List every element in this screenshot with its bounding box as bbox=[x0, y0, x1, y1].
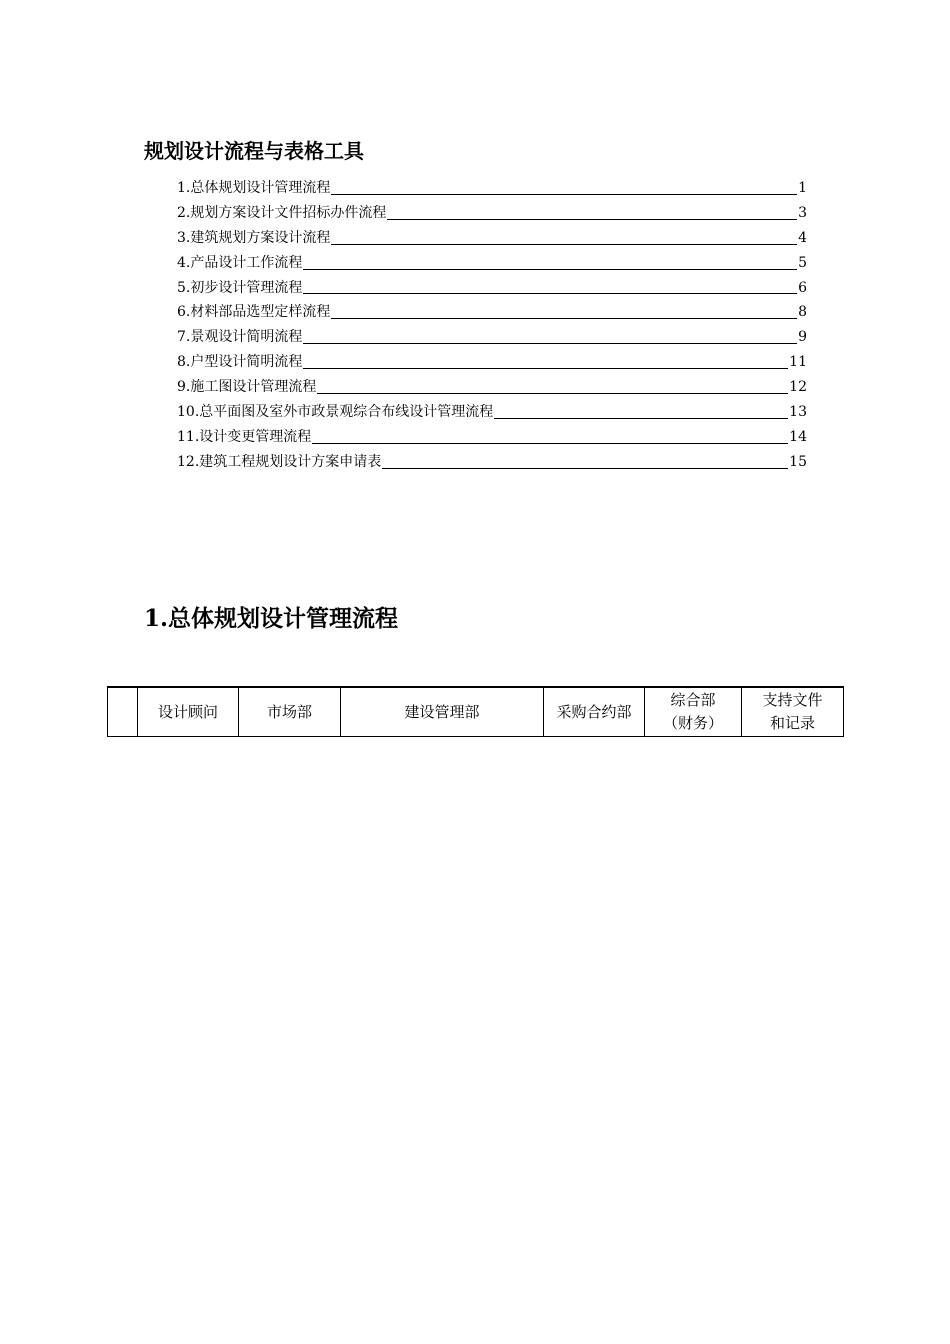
toc-item[interactable] bbox=[177, 300, 807, 325]
column-header-marketing bbox=[239, 687, 341, 737]
toc-leader-line bbox=[303, 293, 797, 294]
toc-leader-line bbox=[317, 393, 788, 394]
toc-item-text: 8.户型设计简明流程 bbox=[177, 354, 303, 371]
toc-item[interactable] bbox=[177, 226, 807, 251]
toc-item[interactable] bbox=[177, 400, 807, 425]
toc-leader-line bbox=[312, 443, 788, 444]
column-header-design-consultant bbox=[138, 687, 239, 737]
toc-item-page: 13 bbox=[789, 404, 807, 421]
column-header-supporting-docs bbox=[742, 687, 844, 737]
column-header-construction-management bbox=[341, 687, 544, 737]
toc-item[interactable] bbox=[177, 375, 807, 400]
table-header-row bbox=[108, 687, 844, 737]
toc-item-text: 6.材料部品选型定样流程 bbox=[177, 304, 331, 321]
toc-item-page: 1 bbox=[798, 180, 807, 196]
column-header-line1: 采购合约部 bbox=[556, 702, 632, 721]
column-header-procurement bbox=[544, 687, 645, 737]
toc-item[interactable] bbox=[177, 251, 807, 276]
flow-table bbox=[107, 686, 844, 737]
toc-item-text: 11.设计变更管理流程 bbox=[177, 428, 312, 445]
toc-item[interactable] bbox=[177, 425, 807, 450]
toc-item-text: 7.景观设计简明流程 bbox=[177, 329, 303, 346]
toc-leader-line bbox=[331, 194, 797, 195]
column-header-line1: 综合部 bbox=[670, 691, 716, 709]
toc-item[interactable] bbox=[177, 176, 807, 201]
toc-item-page: 4 bbox=[798, 229, 807, 246]
toc-item-text: 12.建筑工程规划设计方案申请表 bbox=[177, 453, 382, 470]
toc-item-text: 9.施工图设计管理流程 bbox=[177, 379, 317, 396]
section-title: 1.总体规划设计管理流程 bbox=[144, 605, 399, 632]
column-header-line2: 和记录 bbox=[769, 714, 815, 732]
column-header-line1: 市场部 bbox=[266, 702, 312, 721]
column-header-line2: （财务） bbox=[662, 714, 723, 732]
toc-item[interactable] bbox=[177, 325, 807, 350]
toc-item-page: 12 bbox=[789, 379, 807, 396]
toc-item-text: 2.规划方案设计文件招标办件流程 bbox=[177, 204, 387, 221]
toc-title: 规划设计流程与表格工具 bbox=[144, 139, 364, 163]
toc-leader-line bbox=[494, 418, 788, 419]
toc-item-text: 5.初步设计管理流程 bbox=[177, 279, 303, 296]
toc-item-text: 3.建筑规划方案设计流程 bbox=[177, 229, 331, 246]
toc-item-page: 8 bbox=[798, 304, 807, 321]
column-header-line1: 设计顾问 bbox=[157, 702, 218, 721]
toc-item[interactable] bbox=[177, 350, 807, 375]
toc-leader-line bbox=[382, 468, 788, 469]
toc-item-page: 5 bbox=[798, 254, 807, 271]
toc-item-page: 15 bbox=[789, 453, 807, 470]
column-header-blank bbox=[108, 687, 138, 737]
toc-leader-line bbox=[387, 219, 797, 220]
toc-item[interactable] bbox=[177, 201, 807, 226]
toc-item-page: 9 bbox=[798, 329, 807, 346]
toc-item-page: 14 bbox=[789, 428, 807, 445]
toc-item-page: 6 bbox=[798, 279, 807, 296]
toc-leader-line bbox=[331, 244, 797, 245]
toc-leader-line bbox=[303, 269, 797, 270]
toc-item[interactable] bbox=[177, 450, 807, 475]
toc-leader-line bbox=[331, 318, 797, 319]
toc-leader-line bbox=[303, 343, 797, 344]
toc-leader-line bbox=[303, 368, 788, 369]
column-header-line1: 支持文件 bbox=[762, 691, 823, 709]
table-of-contents bbox=[177, 176, 807, 475]
column-header-general-dept bbox=[645, 687, 742, 737]
toc-item[interactable] bbox=[177, 276, 807, 301]
toc-item-page: 11 bbox=[789, 354, 807, 371]
column-header-line1: 建设管理部 bbox=[404, 702, 480, 721]
toc-item-text: 1.总体规划设计管理流程 bbox=[177, 180, 331, 196]
toc-item-text: 10.总平面图及室外市政景观综合布线设计管理流程 bbox=[177, 404, 494, 421]
toc-item-page: 3 bbox=[798, 204, 807, 221]
toc-item-text: 4.产品设计工作流程 bbox=[177, 254, 303, 271]
